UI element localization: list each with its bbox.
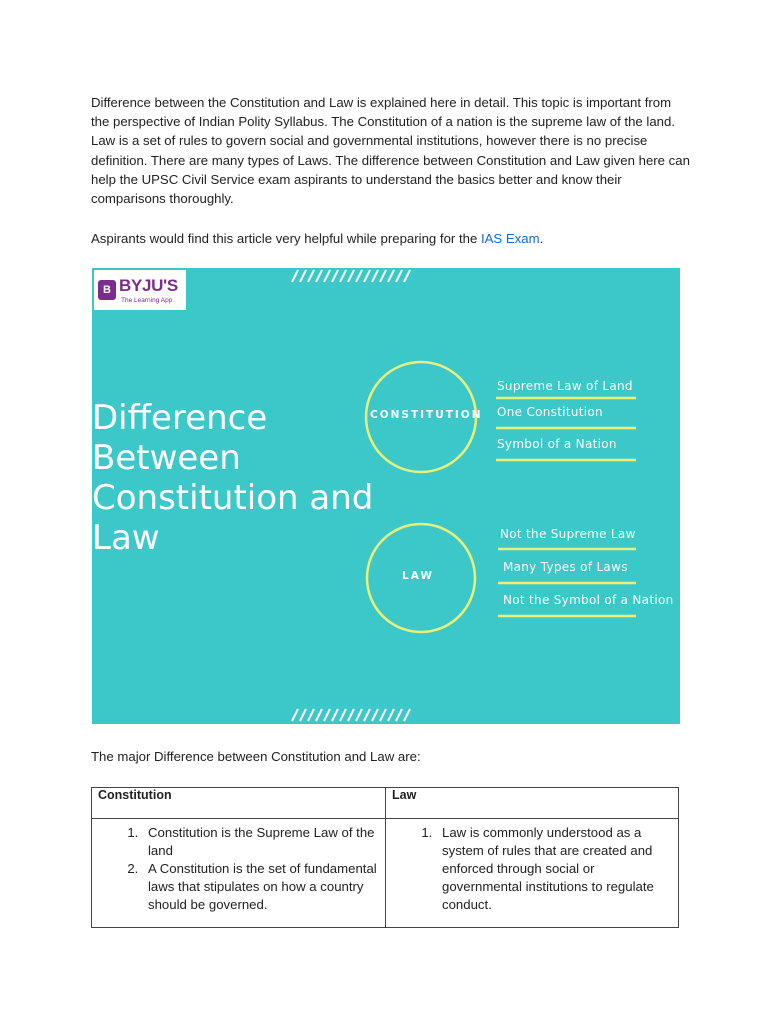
- constitution-point: One Constitution: [497, 405, 603, 419]
- list-item: 2. A Constitution is the set of fundamental laws that stipulates on how a country should be governed.: [142, 860, 379, 914]
- top-hatch-decoration: [292, 270, 410, 282]
- constitution-point: Supreme Law of Land: [497, 379, 633, 393]
- law-point: Not the Symbol of a Nation: [503, 593, 674, 607]
- banner-heading-line: Difference: [92, 398, 268, 438]
- byjus-logo-tagline: The Learning App: [121, 297, 173, 304]
- banner-heading-line: Between: [92, 438, 241, 478]
- ias-exam-link[interactable]: IAS Exam: [480, 231, 540, 246]
- aspirants-text: Aspirants would find this article very helpful while preparing for the: [91, 231, 481, 246]
- list-item: 1. Law is commonly understood as a system of rules that are created and enforced through social or governmental institutions to regulate conduct.: [436, 824, 672, 914]
- constitution-list: [98, 824, 379, 914]
- law-point: Many Types of Laws: [503, 560, 628, 574]
- aspirants-end: .: [539, 231, 544, 246]
- banner-heading-line: Constitution and: [92, 478, 374, 518]
- banner-heading: [92, 398, 392, 558]
- column-header-constitution: Constitution: [92, 788, 386, 819]
- comparison-table: [91, 787, 679, 928]
- intro-paragraph: Difference between the Constitution and Law is explained here in detail. This topic is important from the perspective of Indian Polity Syllabus. The Constitution of a nation is the supreme law of the land. Law is a set of rules to govern social and governmental institutions, however there is no precise definition. There are many types of Laws. The difference between Constitution and Law given here can help the UPSC Civil Service exam aspirants to understand the basics better and know their comparisons thoroughly.: [91, 95, 690, 207]
- byjus-logo-mark: B: [98, 280, 116, 300]
- bottom-hatch-decoration: [292, 709, 410, 721]
- table-lead-text: The major Difference between Constitution and Law are:: [91, 749, 421, 764]
- constitution-point: Symbol of a Nation: [497, 437, 617, 451]
- banner-heading-line: Law: [92, 518, 160, 558]
- column-header-law: Law: [386, 788, 679, 819]
- law-point: Not the Supreme Law: [500, 527, 636, 541]
- table-header-row: [92, 788, 679, 819]
- table-row: [92, 819, 679, 928]
- constitution-cell: [92, 819, 386, 928]
- law-cell: [386, 819, 679, 928]
- constitution-circle-label: CONSTITUTION: [370, 409, 483, 421]
- byjus-logo: [94, 270, 186, 310]
- law-circle-label: LAW: [402, 570, 434, 582]
- aspirants-paragraph: [91, 229, 691, 248]
- law-list: [392, 824, 672, 914]
- byjus-logo-name: BYJU'S: [119, 276, 178, 295]
- comparison-banner-image: [92, 268, 680, 724]
- list-item: 1. Constitution is the Supreme Law of the land: [142, 824, 379, 860]
